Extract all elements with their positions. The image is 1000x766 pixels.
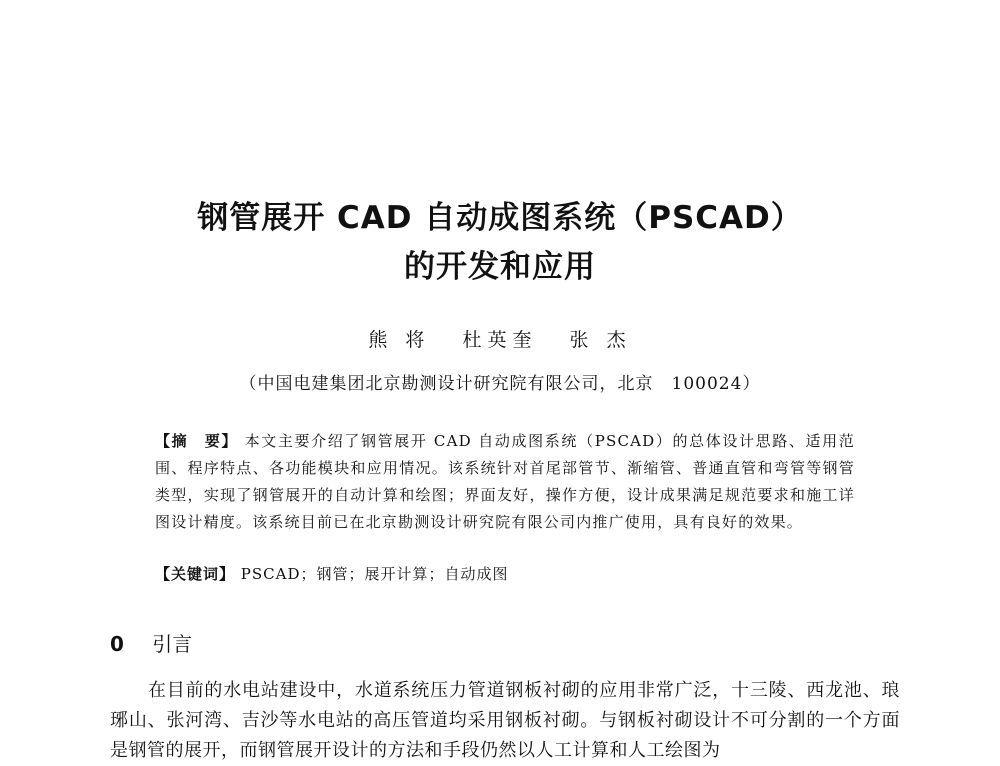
- author-name: 杜英奎: [462, 329, 538, 351]
- section-title: 引言: [152, 632, 193, 656]
- body-paragraph: 在目前的水电站建设中，水道系统压力管道钢板衬砌的应用非常广泛，十三陵、西龙池、琅琊山、张河湾、吉沙等水电站的高压管道均采用钢板衬砌。与钢板衬砌设计不可分割的一个方面是钢管的展开，而钢管展开设计的方法和手段仍然以人工计算和人工绘图为: [110, 680, 900, 761]
- abstract: [155, 428, 855, 536]
- section-heading: [110, 628, 192, 657]
- affiliation: （中国电建集团北京勘测设计研究院有限公司，北京 100024）: [239, 374, 761, 394]
- keywords-text: PSCAD；钢管；展开计算；自动成图: [240, 565, 509, 583]
- author-name: 张 杰: [569, 329, 632, 351]
- abstract-label: 【摘 要】: [155, 432, 239, 450]
- abstract-text: 本文主要介绍了钢管展开 CAD 自动成图系统（PSCAD）的总体设计思路、适用范围、程序特点、各功能模块和应用情况。该系统针对首尾部管节、渐缩管、普通直管和弯管等钢管类型，实现了钢管展开的自动计算和绘图；界面友好，操作方便，设计成果满足规范要求和施工详图设计精度。该系统目前已在北京勘测设计研究院有限公司内推广使用，具有良好的效果。: [155, 432, 855, 531]
- paper-title-line-2: 的开发和应用: [404, 249, 596, 285]
- author-name: 熊 将: [368, 329, 431, 351]
- keywords: [155, 563, 855, 584]
- keywords-label: 【关键词】: [155, 565, 236, 583]
- author-list: [0, 325, 1000, 352]
- section-number: 0: [110, 632, 124, 656]
- paper-title-line-1: 钢管展开 CAD 自动成图系统（PSCAD）: [197, 200, 803, 236]
